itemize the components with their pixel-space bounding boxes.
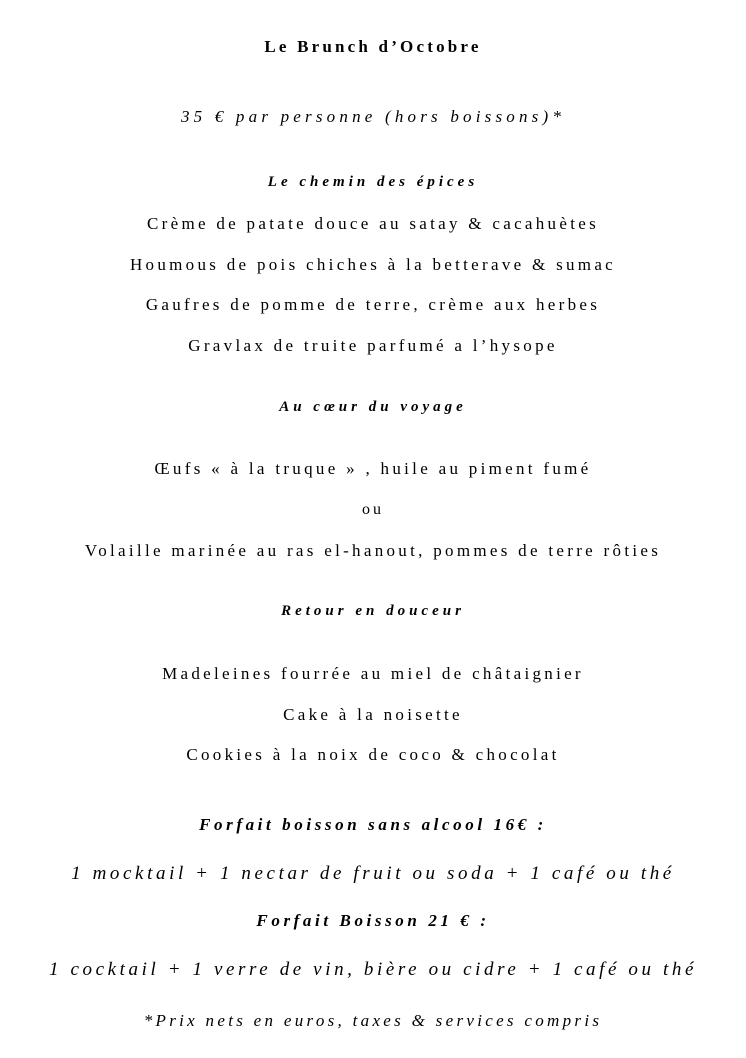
menu-item: Crème de patate douce au satay & cacahuètes [147, 214, 599, 233]
menu-item: Volaille marinée au ras el-hanout, pommes de terre rôties [84, 541, 662, 560]
price-footnote: *Prix nets en euros, taxes & services compris [143, 1011, 603, 1030]
menu-price: 35 € par personne (hors boissons)* [180, 107, 566, 126]
menu-item: Houmous de pois chiches à la betterave & sumac [129, 255, 617, 274]
menu-item: Cookies à la noix de coco & chocolat [186, 745, 560, 764]
menu-item: Madeleines fourrée au miel de châtaignier [162, 664, 584, 683]
drink-package-heading: Forfait Boisson 21 € : [256, 911, 490, 930]
menu-item-or: ou [362, 501, 384, 518]
menu-item: Œufs « à la truque » , huile au piment fumé [154, 459, 592, 478]
drink-package-heading: Forfait boisson sans alcool 16€ : [199, 815, 547, 834]
drink-package-details: 1 cocktail + 1 verre de vin, bière ou cidre + 1 café ou thé [49, 959, 697, 980]
drink-package-details: 1 mocktail + 1 nectar de fruit ou soda + 1 café ou thé [71, 863, 675, 884]
menu-item: Gravlax de truite parfumé a l’hysope [188, 336, 558, 355]
section-heading: Retour en douceur [281, 603, 465, 619]
section-heading: Au cœur du voyage [279, 399, 467, 415]
menu-title: Le Brunch d’Octobre [264, 37, 482, 56]
menu-item: Gaufres de pomme de terre, crème aux herbes [145, 295, 601, 314]
section-heading: Le chemin des épices [267, 174, 479, 190]
menu-item: Cake à la noisette [283, 705, 463, 724]
